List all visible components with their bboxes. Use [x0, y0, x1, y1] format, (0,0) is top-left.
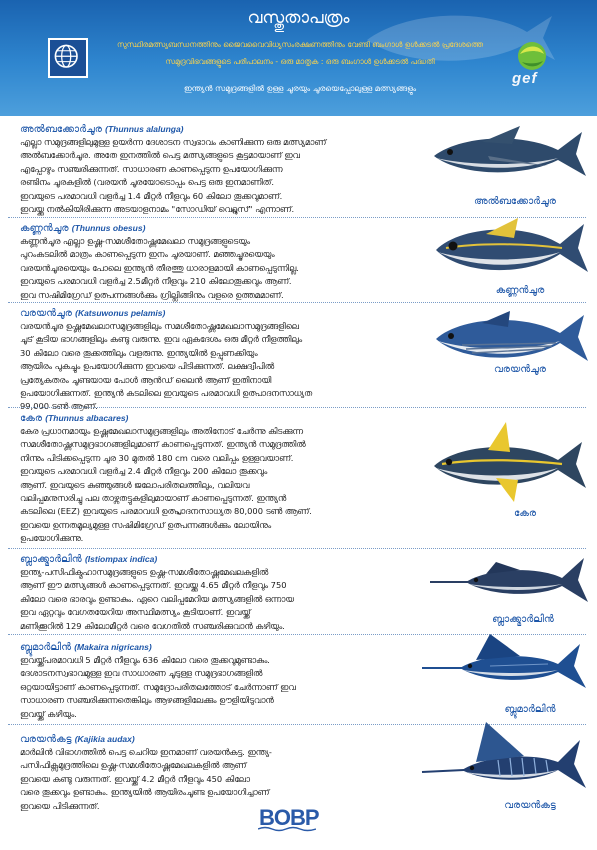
albacore-tuna-illustration — [430, 122, 590, 186]
description-line: എല്ലാ സമുദ്രങ്ങളിലുമുള്ള ഉയർന്ന ദേശാടന സ്വഭാവം കാണിക്കുന്ന ഒരു മത്സ്യമാണ് — [20, 137, 327, 147]
description-line: സമശീതോഷ്ണസമുദ്രഭാഗങ്ങളിലുമാണ് കാണപ്പെടുന്നത്. ഇന്ത്യൻ സമുദ്രത്തിൽ — [20, 439, 306, 450]
description-line: ഇവയെ പിടിക്കുന്നത്. — [20, 800, 100, 811]
species-heading — [20, 412, 420, 425]
description-line: പ്രത്യേകതരം ചൂണ്ടയായ പോൾ ആൻഡ് ലൈൻ ആണ് ഇതിനായി — [20, 374, 272, 385]
skipjack-tuna-illustration — [432, 305, 592, 371]
page-title: വസ്തുതാപത്രം — [247, 8, 350, 28]
species-section — [20, 641, 420, 721]
bobp-logo-wave-icon — [258, 826, 316, 832]
species-description — [20, 235, 420, 302]
description-line: ഇവയ്ക്ക്പരമാവധി 5 മീറ്റർ നീളവും 636 കിലോ വരെ തൂക്കവുമുണ്ടാകും. — [20, 655, 270, 665]
description-line: പുറംകടലിൽ മാത്രം കാണപ്പെടുന്ന ഇനം ചൂരയാണ്. മഞ്ഞച്ചൂരയെയും — [20, 249, 275, 260]
species-heading — [20, 307, 420, 320]
description-line: കടലിലെ (EEZ) ഇവയുടെ പരമാവധി ഉത്പ്പാദനസാധ്യത 80,000 ടൺ ആണ്. — [20, 506, 312, 517]
description-line: ഇവയ്ക്ക് കഴിയും. — [20, 708, 77, 719]
description-line: ഇവ ഏറ്റവും വേഗതയേറിയ അസ്ഥിമത്സ്യം കൂടിയാണ്. ഇവയ്ക്ക് — [20, 607, 251, 618]
description-line: ഇവയുടെ പരമാവധി വളർച്ച 1.4 മീറ്റർ നീളവും 60 കിലോ തൂക്കവുമാണ്. — [20, 190, 283, 201]
description-line: വരയൻചൂരയെയും പോലെ ഇന്ത്യൻ തീരത്തു ധാരാളമായി കാണപ്പെടുന്നില്ല. — [20, 262, 299, 273]
yellowfin-tuna-illustration — [430, 420, 590, 504]
header-subtitle-line2: സമുദ്രവിഭവങ്ങളുടെ പരിപാലനം - ഒരു മാതൃക : ഒരു ബംഗാൾ ഉൾക്കടൽ പദ്ധതി — [165, 57, 435, 66]
species-description — [20, 654, 420, 721]
species-description — [20, 136, 420, 216]
skipjack-label: വരയൻചൂര — [494, 364, 546, 375]
description-line: ഇവയുടെ പരമാവധി വളർച്ച 2.4 മീറ്റർ നീളവും 200 കിലോ തൂക്കവും — [20, 466, 268, 477]
description-line: 30 കിലോ വരെ തൂക്കത്തിലും വളരുന്നു. ഇന്ത്യയിൽ ഉപ്പുണക്കിയും — [20, 347, 258, 358]
description-line: മണിക്കൂറിൽ 129 കിലോമീറ്റർ വരെ വേഗതിൽ സഞ്ചരിക്കുവാൻ കഴിയും. — [20, 620, 285, 631]
description-line: ഇവ സഷിമിഗ്രേഡ് ഉത്പന്നങ്ങൾക്കും ഗ്രില്ലിങ്ങിനും വളരെ ഉത്തമമാണ്. — [20, 289, 284, 300]
striped-marlin-illustration — [420, 718, 590, 800]
species-section — [20, 307, 420, 414]
species-name: വരയൻചൂര — [20, 308, 72, 319]
section-divider — [8, 302, 586, 303]
bobp-logo: BOBP — [259, 805, 319, 830]
species-section — [20, 733, 420, 813]
black-marlin-illustration — [428, 550, 590, 612]
bigeye-label: കണ്ണൻചൂര — [495, 285, 545, 296]
description-line: എപ്പോഴും സഞ്ചരിക്കുന്നത്. സാധാരണ കാണപ്പെടുന്ന ഉപയോഗിക്കുന്ന — [20, 163, 283, 174]
description-line: അൽബക്കോർചൂര. അതേ ഇനത്തിൽ പെട്ട മത്സ്യങ്ങളുടെ കൂട്ടമായാണ് ഇവ — [20, 150, 300, 161]
species-section — [20, 412, 420, 546]
blue-marlin-label: ബ്ലൂമാർലിൻ — [504, 704, 556, 715]
description-line: 99,000 ടൺ ആണ്. — [20, 401, 98, 412]
albacore-label: അൽബക്കോർചൂര — [474, 196, 556, 207]
species-name: കേര — [20, 413, 43, 424]
description-line: ഇവയ്ക്കു നൽകിയിരിക്കുന്ന അടയാളനാമം "സോഡിയ് വെറ്റ്ലൂസ്" എന്നാണ്. — [20, 204, 295, 215]
description-line: ഒറ്റയായിട്ടാണ് കാണപ്പെടുന്നത്. സമുദ്രോപരിതലത്തോട് ചേർന്നാണ് ഇവ — [20, 681, 296, 692]
description-line: വരെ തൂക്കവും ഉണ്ടാകും. ഇന്ത്യയിൽ ആയിരംചൂണ്ട ഉപയോഗിച്ചാണ് — [20, 787, 270, 798]
species-scientific-name: (Thunnus albacares) — [45, 413, 129, 423]
species-section — [20, 553, 420, 633]
striped-marlin-label: വരയൻകട്ട — [504, 800, 556, 811]
description-line: ഇവയെ കണ്ടു വരുന്നത്. ഇവയ്ക്ക് 4.2 മീറ്റർ നീളവും 450 കിലോ — [20, 773, 250, 784]
species-section — [20, 123, 420, 216]
species-name: അൽബക്കോർചൂര — [20, 124, 102, 135]
gef-logo-text: gef — [512, 70, 538, 87]
species-description — [20, 746, 420, 813]
description-line: നിന്നും പിടിക്കപ്പെടുന്ന ചൂര 30 മുതൽ 180 cm വരെ വലിപ്പം ഉള്ളവയാണ്. — [20, 452, 294, 463]
section-divider — [8, 407, 586, 408]
description-line: കണ്ണൻചൂര എല്ലാ ഉഷ്ണ-സമശീതോഷ്ണമേഖലാ സമുദ്രങ്ങളുടെയും — [20, 236, 251, 246]
description-line: ഇവയെ ഉന്നതമൂല്യമുള്ള സഷിമിഗ്രേഡ് ഉത്പന്നങ്ങൾക്കും ലോയിനും — [20, 519, 272, 530]
description-line: പസിഫിക്സമുദ്രത്തിലെ ഉഷ്ണ-സമശീതോഷ്ണമേഖലകളിൽ ആണ് — [20, 760, 247, 771]
section-divider — [8, 548, 586, 549]
description-line: വലിപ്പമനുസരിച്ചു പല താഴ്ന്നതട്ടുകളിലുമായാണ് കാണപ്പെടുന്നത്. ഇന്ത്യൻ — [20, 493, 287, 504]
species-heading — [20, 222, 420, 235]
species-heading — [20, 553, 420, 566]
black-marlin-label: ബ്ലാക്ക്മാർലിൻ — [492, 614, 554, 625]
species-scientific-name: (Thunnus alalunga) — [105, 124, 184, 134]
species-scientific-name: (Kajikia audax) — [74, 734, 135, 744]
description-line: മാർലിൻ വിഭാഗത്തിൽ പെട്ട ചെറിയ ഇനമാണ് വരയൻകട്ട. ഇന്ത്യ- — [20, 747, 272, 757]
description-line: ഇവയുടെ പരമാവധി വളർച്ച 2.5മീറ്റർ നീളവും 210 കിലോതൂക്കവും ആണ്. — [20, 276, 292, 287]
species-name: കണ്ണൻചൂര — [20, 223, 69, 234]
species-description — [20, 566, 420, 633]
yellowfin-label: കേര — [513, 508, 537, 519]
species-scientific-name: (Thunnus obesus) — [71, 223, 146, 233]
description-line: ആണ് ഈ മത്സ്യങ്ങൾ കാണപ്പെടുന്നത്. ഇവയ്ക്കു 4.65 മീറ്റർ നീളവും 750 — [20, 580, 287, 591]
blue-marlin-illustration — [420, 628, 590, 698]
species-scientific-name: (Istiompax indica) — [84, 554, 158, 564]
description-line: ഉപയോഗിക്കുന്നത്. ഇന്ത്യൻ കടലിലെ ഇവയുടെ പരമാവധി ഉത്പാദനസാധ്യത — [20, 388, 313, 399]
species-section — [20, 222, 420, 302]
species-scientific-name: (Makaira nigricans) — [74, 642, 152, 652]
species-description — [20, 320, 420, 414]
species-heading — [20, 123, 420, 136]
world-bank-logo — [48, 38, 88, 78]
description-line: കേര പ്രധാനമായും ഉഷ്ണമേഖലാസമുദ്രങ്ങളിലും അതിനോട് ചേർന്നു കിടക്കുന്ന — [20, 426, 303, 436]
species-heading — [20, 641, 420, 654]
species-scientific-name: (Katsuwonus pelamis) — [75, 308, 166, 318]
species-name: വരയൻകട്ട — [20, 734, 72, 745]
species-description — [20, 425, 420, 546]
species-name: ബ്ലൂമാർലിൻ — [20, 642, 72, 653]
header-topic-line: ഇന്ത്യൻ സമുദ്രങ്ങളിൽ ഉള്ള ചൂരയും ചൂരയെപ്പോലുള്ള മത്സ്യങ്ങളും — [183, 84, 417, 93]
description-line: ദേശാടനസ്വഭാവമുള്ള ഇവ സാധാരണ ചൂടുള്ള സമുദ്രഭാഗങ്ങളിൽ — [20, 668, 263, 679]
header-banner — [0, 0, 597, 116]
description-line: ചൂട് കൂടിയ ഭാഗങ്ങളിലും കണ്ടു വരുന്നു. ഇവ ഏകദേശം ഒരു മീറ്റർ നീളത്തിലും — [20, 334, 303, 345]
description-line: ഉപയോഗിക്കുന്നു. — [20, 533, 84, 544]
description-line: സാധാരണ സഞ്ചരിക്കുന്നതെങ്കിലും ആഴങ്ങളിലേക്കും ഊളിയിടുവാൻ — [20, 695, 274, 706]
header-subtitle-line1: സുസ്ഥിരമത്സ്യബന്ധനത്തിനും ജൈവവൈവിധ്യസംരക്ഷണത്തിനും വേണ്ടി ബംഗാൾ ഉൾക്കടൽ പ്രദേശത്തെ — [117, 40, 483, 49]
bigeye-tuna-illustration — [432, 214, 592, 284]
species-heading — [20, 733, 420, 746]
description-line: ആയിരം പുകച്ചും ഉപയോഗിക്കുന്ന ഇവയെ പിടിക്കുന്നത്. ലക്ഷദ്വീപിൽ — [20, 361, 274, 372]
species-name: ബ്ലാക്ക്മാർലിൻ — [20, 554, 82, 565]
description-line: ഇന്ത്യ-പസിഫിക്മഹാസമുദ്രങ്ങളുടെ ഉഷ്ണ-സമശീതോഷ്ണമേഖലകളിൽ — [20, 567, 269, 577]
description-line: കിലോ വരെ ഭാരവും ഉണ്ടാകും. ഏറെ വലിപ്പമേറിയ മത്സ്യങ്ങളിൽ ഒന്നായ — [20, 593, 294, 604]
description-line: ആണ്. ഇവയുടെ കുഞ്ഞുങ്ങൾ ജലോപരിതലത്തിലും, വലിയവ — [20, 479, 250, 490]
description-line: വരയൻചൂര ഉഷ്ണമേഖലാസമുദ്രങ്ങളിലും സമശീതോഷ്ണമേഖലാസമുദ്രങ്ങളിലെ — [20, 321, 299, 331]
description-line: രണ്ടിനം ചൂരകളിൽ (വരയൻ ചൂരയോടൊപ്പം പെട്ട ഒരു ഇനമാണിത്. — [20, 177, 274, 188]
